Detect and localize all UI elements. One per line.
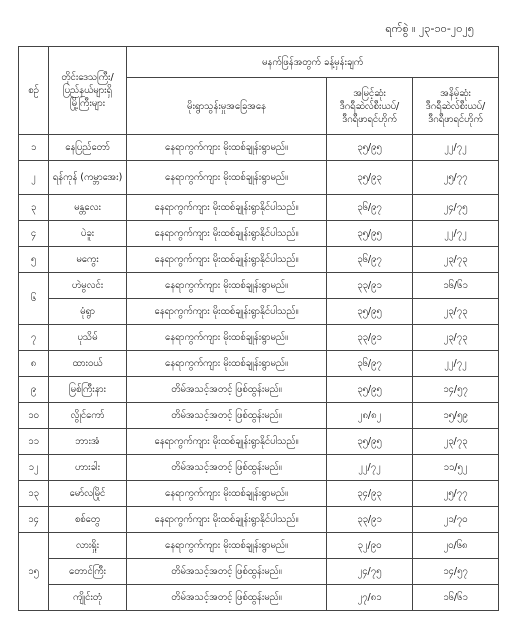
table-row — [19, 299, 499, 325]
rain-condition: တိမ်အသင့်အတင့် ဖြစ်ထွန်းမည်။ — [127, 585, 327, 611]
rain-condition: နေရာကွက်ကျား မိုးထစ်ချုန်းရွာမည်။ — [127, 161, 327, 195]
min-temperature: ၂၃/၇၃ — [413, 325, 499, 351]
table-row — [19, 221, 499, 247]
table-row — [19, 507, 499, 533]
column-header-min-temp: အနိမ့်ဆုံး ဒီဂရီဆဲလ်စီးယပ်/ ဒီဂရီဖာရင်ဟိုက် — [413, 78, 499, 135]
min-temperature: ၁၆/၆၁ — [413, 273, 499, 299]
min-temperature: ၂၅/၇၇ — [413, 481, 499, 507]
column-header-city: တိုင်းဒေသကြီး/ ပြည်နယ်များရှိ မြို့ကြီးများ — [49, 47, 127, 135]
rain-condition: နေရာကွက်ကျား မိုးထစ်ချုန်းရွာနိုင်ပါသည်။ — [127, 507, 327, 533]
max-temperature: ၃၂/၉၀ — [327, 533, 413, 559]
city-name: မန္တလေး — [49, 195, 127, 221]
report-date: ရက်စွဲ ။ ၂၃-၁၀-၂၀၂၅ — [385, 22, 474, 35]
max-temperature: ၃၆/၉၇ — [327, 351, 413, 377]
column-header-forecast: မနက်ဖြန်အတွက် ခန့်မှန်းချက် — [127, 47, 499, 78]
row-number: ၁၂ — [19, 455, 49, 481]
city-name: လွိုင်ကော် — [49, 403, 127, 429]
rain-condition: နေရာကွက်ကျား မိုးထစ်ချုန်းရွာနိုင်ပါသည်။ — [127, 195, 327, 221]
table-row — [19, 195, 499, 221]
max-temperature: ၃၅/၉၅ — [327, 429, 413, 455]
max-temperature: ၃၃/၉၁ — [327, 273, 413, 299]
column-header-number: စဉ် — [19, 47, 49, 135]
column-header-max-temp: အမြင့်ဆုံး ဒီဂရီဆဲလ်စီးယပ်/ ဒီဂရီဖာရင်ဟိုက် — [327, 78, 413, 135]
city-name: ဟဲမွလင်း — [49, 273, 127, 299]
table-row — [19, 351, 499, 377]
table-row — [19, 247, 499, 273]
max-temperature: ၃၅/၉၅ — [327, 299, 413, 325]
max-temperature: ၂၇/၈၁ — [327, 585, 413, 611]
table-row — [19, 429, 499, 455]
city-name: ပုသိမ် — [49, 325, 127, 351]
row-number: ၁၅ — [19, 533, 49, 611]
min-temperature: ၂၂/၇၂ — [413, 351, 499, 377]
row-number: ၁၃ — [19, 481, 49, 507]
max-temperature: ၃၃/၉၁ — [327, 507, 413, 533]
min-temperature: ၂၃/၇၃ — [413, 247, 499, 273]
min-temperature: ၁၁/၅၂ — [413, 455, 499, 481]
max-temperature: ၂၈/၈၂ — [327, 403, 413, 429]
table-row — [19, 455, 499, 481]
city-name: မြစ်ကြီးနား — [49, 377, 127, 403]
table-row — [19, 135, 499, 161]
city-name: စစ်တွေ — [49, 507, 127, 533]
row-number: ၅ — [19, 247, 49, 273]
rain-condition: တိမ်အသင့်အတင့် ဖြစ်ထွန်းမည်။ — [127, 559, 327, 585]
max-temperature: ၃၅/၉၃ — [327, 161, 413, 195]
table-row — [19, 325, 499, 351]
max-temperature: ၃၄/၉၃ — [327, 481, 413, 507]
city-name: မော်လမြိုင် — [49, 481, 127, 507]
row-number: ၁၀ — [19, 403, 49, 429]
min-temperature: ၂၅/၇၇ — [413, 161, 499, 195]
rain-condition: နေရာကွက်ကျား မိုးထစ်ချုန်းရွာမည်။ — [127, 351, 327, 377]
table-row — [19, 533, 499, 559]
min-temperature: ၁၅/၅၉ — [413, 403, 499, 429]
rain-condition: နေရာကွက်ကျား မိုးထစ်ချုန်းရွာမည်။ — [127, 273, 327, 299]
city-name: နေပြည်တော် — [49, 135, 127, 161]
table-row — [19, 559, 499, 585]
column-header-condition: မိုးရွာသွန်းမှုအခြေအနေ — [127, 78, 327, 135]
table-row — [19, 377, 499, 403]
rain-condition: နေရာကွက်ကျား မိုးထစ်ချုန်းရွာမည်။ — [127, 135, 327, 161]
table-row — [19, 161, 499, 195]
row-number: ၁၄ — [19, 507, 49, 533]
city-name: မကွေး — [49, 247, 127, 273]
min-temperature: ၁၆/၆၁ — [413, 585, 499, 611]
min-temperature: ၂၃/၇၃ — [413, 429, 499, 455]
city-name: ကျိုင်းတုံ — [49, 585, 127, 611]
city-name: ပဲခူး — [49, 221, 127, 247]
weather-forecast-table — [18, 46, 499, 611]
max-temperature: ၃၅/၉၅ — [327, 135, 413, 161]
city-name: ထားဝယ် — [49, 351, 127, 377]
table-row — [19, 273, 499, 299]
table-row — [19, 403, 499, 429]
max-temperature: ၃၃/၉၁ — [327, 325, 413, 351]
row-number: ၄ — [19, 221, 49, 247]
max-temperature: ၃၆/၉၇ — [327, 195, 413, 221]
table-row — [19, 481, 499, 507]
city-name: ဘားအံ — [49, 429, 127, 455]
rain-condition: နေရာကွက်ကျား မိုးထစ်ချုန်းရွာနိုင်ပါသည်။ — [127, 299, 327, 325]
min-temperature: ၂၂/၇၂ — [413, 135, 499, 161]
min-temperature: ၁၄/၅၇ — [413, 559, 499, 585]
min-temperature: ၂၁/၇၀ — [413, 507, 499, 533]
city-name: ဟားခါး — [49, 455, 127, 481]
max-temperature: ၂၄/၇၅ — [327, 559, 413, 585]
max-temperature: ၃၅/၉၅ — [327, 377, 413, 403]
city-name: ရန်ကုန် (ကမ္ဘာအေး) — [49, 161, 127, 195]
row-number: ၇ — [19, 325, 49, 351]
rain-condition: တိမ်အသင့်အတင့် ဖြစ်ထွန်းမည်။ — [127, 403, 327, 429]
row-number: ၈ — [19, 351, 49, 377]
min-temperature: ၂၀/၆၈ — [413, 533, 499, 559]
row-number: ၁ — [19, 135, 49, 161]
row-number: ၁၁ — [19, 429, 49, 455]
row-number: ၃ — [19, 195, 49, 221]
min-temperature: ၂၃/၇၃ — [413, 299, 499, 325]
row-number: ၆ — [19, 273, 49, 325]
city-name: လားရှိုး — [49, 533, 127, 559]
max-temperature: ၃၅/၉၅ — [327, 221, 413, 247]
row-number: ၂ — [19, 161, 49, 195]
min-temperature: ၁၄/၅၇ — [413, 377, 499, 403]
rain-condition: နေရာကွက်ကျား မိုးထစ်ချုန်းရွာနိုင်ပါသည်။ — [127, 221, 327, 247]
rain-condition: တိမ်အသင့်အတင့် ဖြစ်ထွန်းမည်။ — [127, 377, 327, 403]
rain-condition: နေရာကွက်ကျား မိုးထစ်ချုန်းရွာမည်။ — [127, 533, 327, 559]
min-temperature: ၂၂/၇၂ — [413, 221, 499, 247]
rain-condition: တိမ်အသင့်အတင့် ဖြစ်ထွန်းမည်။ — [127, 455, 327, 481]
city-name: မုံရွာ — [49, 299, 127, 325]
row-number: ၉ — [19, 377, 49, 403]
table-row — [19, 585, 499, 611]
rain-condition: နေရာကွက်ကျား မိုးထစ်ချုန်းရွာနိုင်ပါသည်။ — [127, 247, 327, 273]
rain-condition: နေရာကွက်ကျား မိုးထစ်ချုန်းရွာနိုင်ပါသည်။ — [127, 429, 327, 455]
rain-condition: နေရာကွက်ကျား မိုးထစ်ချုန်းရွာမည်။ — [127, 325, 327, 351]
max-temperature: ၃၆/၉၇ — [327, 247, 413, 273]
max-temperature: ၂၂/၇၂ — [327, 455, 413, 481]
city-name: တောင်ကြီး — [49, 559, 127, 585]
min-temperature: ၂၄/၇၅ — [413, 195, 499, 221]
rain-condition: နေရာကွက်ကျား မိုးထစ်ချုန်းရွာမည်။ — [127, 481, 327, 507]
